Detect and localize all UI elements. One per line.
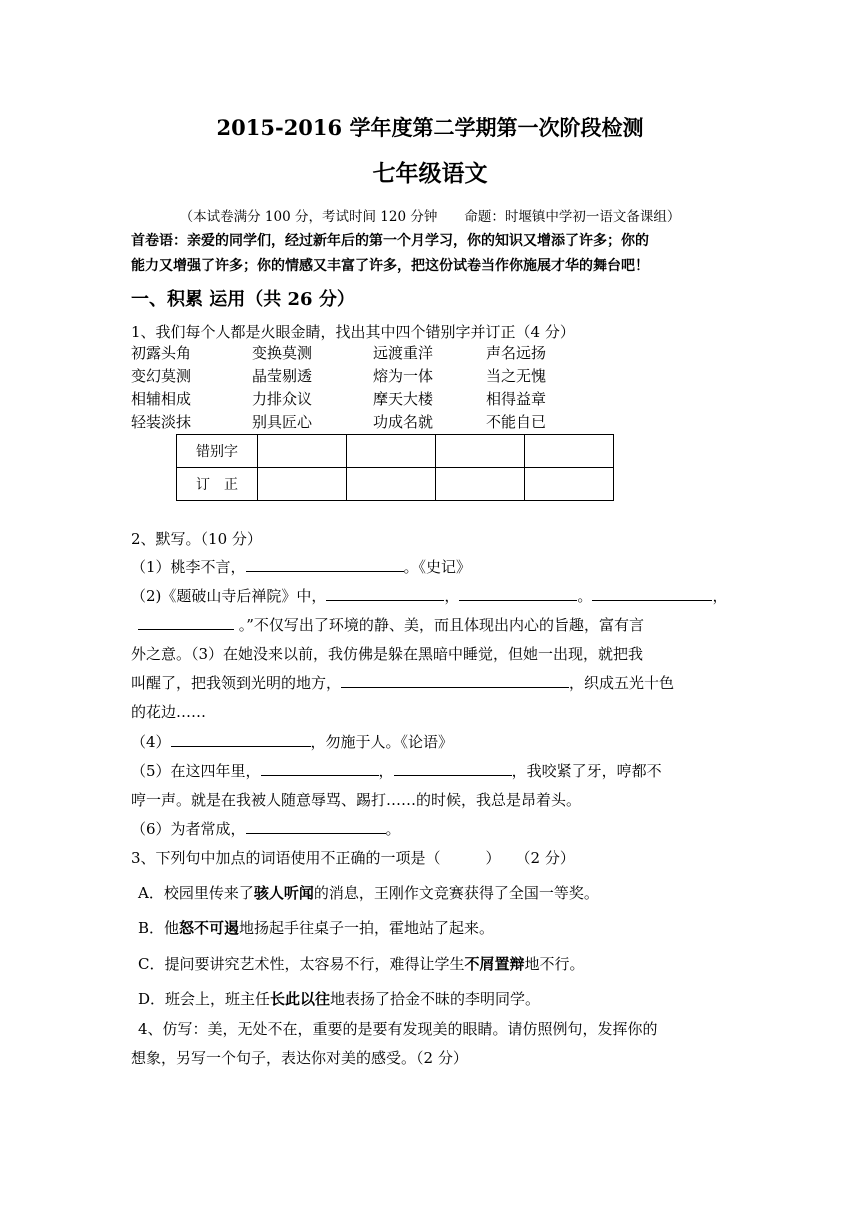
- option-text: 地表扬了拾金不昧的李明同学。: [330, 990, 541, 1008]
- q3-option-c[interactable]: [138, 953, 585, 974]
- q1-correction-table: [176, 434, 614, 501]
- q1-word: 晶莹剔透: [252, 367, 313, 385]
- answer-cell[interactable]: [347, 468, 436, 501]
- option-text: 地扬起手往桌子一拍，霍地站了起来。: [239, 919, 495, 937]
- q2-text: 。《史记》: [403, 558, 472, 576]
- q1-word: 轻装淡抹: [131, 413, 192, 431]
- answer-blank[interactable]: [394, 760, 512, 776]
- q3-option-a[interactable]: [138, 882, 599, 903]
- q1-row: [131, 365, 607, 388]
- option-keyword: 长此以往: [270, 990, 331, 1008]
- q2-text: 。: [577, 587, 593, 605]
- option-text: B．他: [138, 919, 180, 937]
- q2-line-5: [131, 672, 674, 693]
- q4-line-2: 想象，另写一个句子，表达你对美的感受。（2 分）: [131, 1049, 468, 1067]
- answer-cell[interactable]: [258, 435, 347, 468]
- q1-word: 变幻莫测: [131, 367, 192, 385]
- label-wrong-char: 错别字: [177, 435, 258, 468]
- intro-line-1: 首卷语：亲爱的同学们，经过新年后的第一个月学习，你的知识又增添了许多；你的: [131, 233, 649, 249]
- q4-line-1: 4、仿写：美，无处不在，重要的是要有发现美的眼睛。请仿照例句，发挥你的: [138, 1020, 658, 1038]
- q2-line-8: [131, 760, 662, 781]
- section-title: 一、积累 运用（共 26 分）: [131, 289, 355, 310]
- answer-blank[interactable]: [138, 614, 234, 630]
- q2-text: （5）在这四年里，: [131, 762, 261, 780]
- answer-blank[interactable]: [326, 585, 444, 601]
- exam-note: （本试卷满分 100 分，考试时间 120 分钟 命题：时堰镇中学初一语文备课组）: [179, 209, 681, 225]
- option-text: 地不行。: [524, 955, 585, 973]
- option-text: 的消息，王刚作文竞赛获得了全国一等奖。: [313, 884, 599, 902]
- q2-text: 叫醒了，把我领到光明的地方，: [131, 674, 342, 692]
- answer-blank[interactable]: [592, 585, 712, 601]
- q1-word: 功成名就: [373, 413, 434, 431]
- q2-line-4: 外之意。（3）在她没来以前，我仿佛是躲在黑暗中睡觉，但她一出现，就把我: [131, 645, 644, 663]
- exam-title: 2015-2016 学年度第二学期第一次阶段检测: [216, 115, 644, 140]
- q2-line-9: 哼一声。就是在我被人随意辱骂、踢打……的时候，我总是昂着头。: [131, 791, 582, 809]
- q3-option-d[interactable]: [138, 988, 540, 1009]
- q1-word: 相辅相成: [131, 390, 192, 408]
- answer-blank[interactable]: [246, 818, 386, 834]
- q2-text: ，我咬紧了牙，哼都不: [511, 762, 662, 780]
- exam-subject: 七年级语文: [372, 160, 488, 187]
- q1-row: [131, 388, 607, 411]
- q2-text: ，: [712, 587, 728, 605]
- option-text: A．校园里传来了: [138, 884, 254, 902]
- q2-line-1: [131, 556, 471, 577]
- q1-word: 初露头角: [131, 344, 192, 362]
- answer-blank[interactable]: [341, 672, 569, 688]
- q2-text: （2)《题破山寺后禅院》中，: [131, 587, 327, 605]
- q1-word: 当之无愧: [486, 367, 547, 385]
- answer-cell[interactable]: [436, 435, 525, 468]
- answer-cell[interactable]: [436, 468, 525, 501]
- q2-line-10: [131, 818, 401, 839]
- q1-word: 熔为一体: [373, 367, 434, 385]
- option-text: C．提问要讲究艺术性，太容易不行，难得让学生: [138, 955, 465, 973]
- q2-text: ，织成五光十色: [569, 674, 675, 692]
- q1-row: [131, 342, 607, 365]
- q1-word: 声名远扬: [486, 344, 547, 362]
- answer-blank[interactable]: [261, 760, 379, 776]
- option-keyword: 怒不可遏: [179, 919, 240, 937]
- option-keyword: 不屑置辩: [464, 955, 525, 973]
- q1-word-grid: [131, 342, 607, 434]
- q2-text: （4）: [131, 733, 171, 751]
- answer-cell[interactable]: [525, 468, 614, 501]
- q2-text: 。: [385, 820, 401, 838]
- answer-cell[interactable]: [258, 468, 347, 501]
- q2-text: ，: [444, 587, 460, 605]
- q2-text: ，勿施于人。《论语》: [310, 733, 454, 751]
- q3-option-b[interactable]: [138, 917, 494, 938]
- option-keyword: 骇人听闻: [253, 884, 314, 902]
- q1-word: 远渡重洋: [373, 344, 434, 362]
- answer-blank[interactable]: [171, 731, 311, 747]
- q2-line-7: [131, 731, 453, 752]
- q3-prompt: 3、下列句中加点的词语使用不正确的一项是（ ） （2 分）: [131, 849, 575, 867]
- label-correction: 订 正: [177, 468, 258, 501]
- answer-cell[interactable]: [525, 435, 614, 468]
- q1-word: 不能自已: [486, 413, 547, 431]
- answer-cell[interactable]: [347, 435, 436, 468]
- q1-prompt: 1、我们每个人都是火眼金睛，找出其中四个错别字并订正（4 分）: [131, 323, 575, 341]
- q2-text: （6）为者常成，: [131, 820, 246, 838]
- q2-prompt: 2、默写。（10 分）: [131, 530, 262, 548]
- answer-blank[interactable]: [246, 556, 404, 572]
- table-row: [177, 468, 614, 501]
- q2-text: 。”不仅写出了环境的静、美，而且体现出内心的旨趣，富有言: [234, 616, 644, 634]
- intro-line-2: 能力又增强了许多；你的情感又丰富了许多，把这份试卷当作你施展才华的舞台吧！: [131, 258, 649, 274]
- answer-blank[interactable]: [459, 585, 577, 601]
- q2-line-2: [131, 585, 727, 606]
- q1-word: 力排众议: [252, 390, 313, 408]
- table-row: [177, 435, 614, 468]
- q1-word: 变换莫测: [252, 344, 313, 362]
- q2-line-3: [138, 614, 644, 635]
- q1-word: 相得益章: [486, 390, 547, 408]
- q2-line-6: 的花边……: [131, 703, 207, 721]
- q1-row: [131, 411, 607, 434]
- option-text: D．班会上，班主任: [138, 990, 271, 1008]
- q2-text: ，: [378, 762, 394, 780]
- q1-word: 摩天大楼: [373, 390, 434, 408]
- q1-word: 别具匠心: [252, 413, 313, 431]
- q2-text: （1）桃李不言，: [131, 558, 246, 576]
